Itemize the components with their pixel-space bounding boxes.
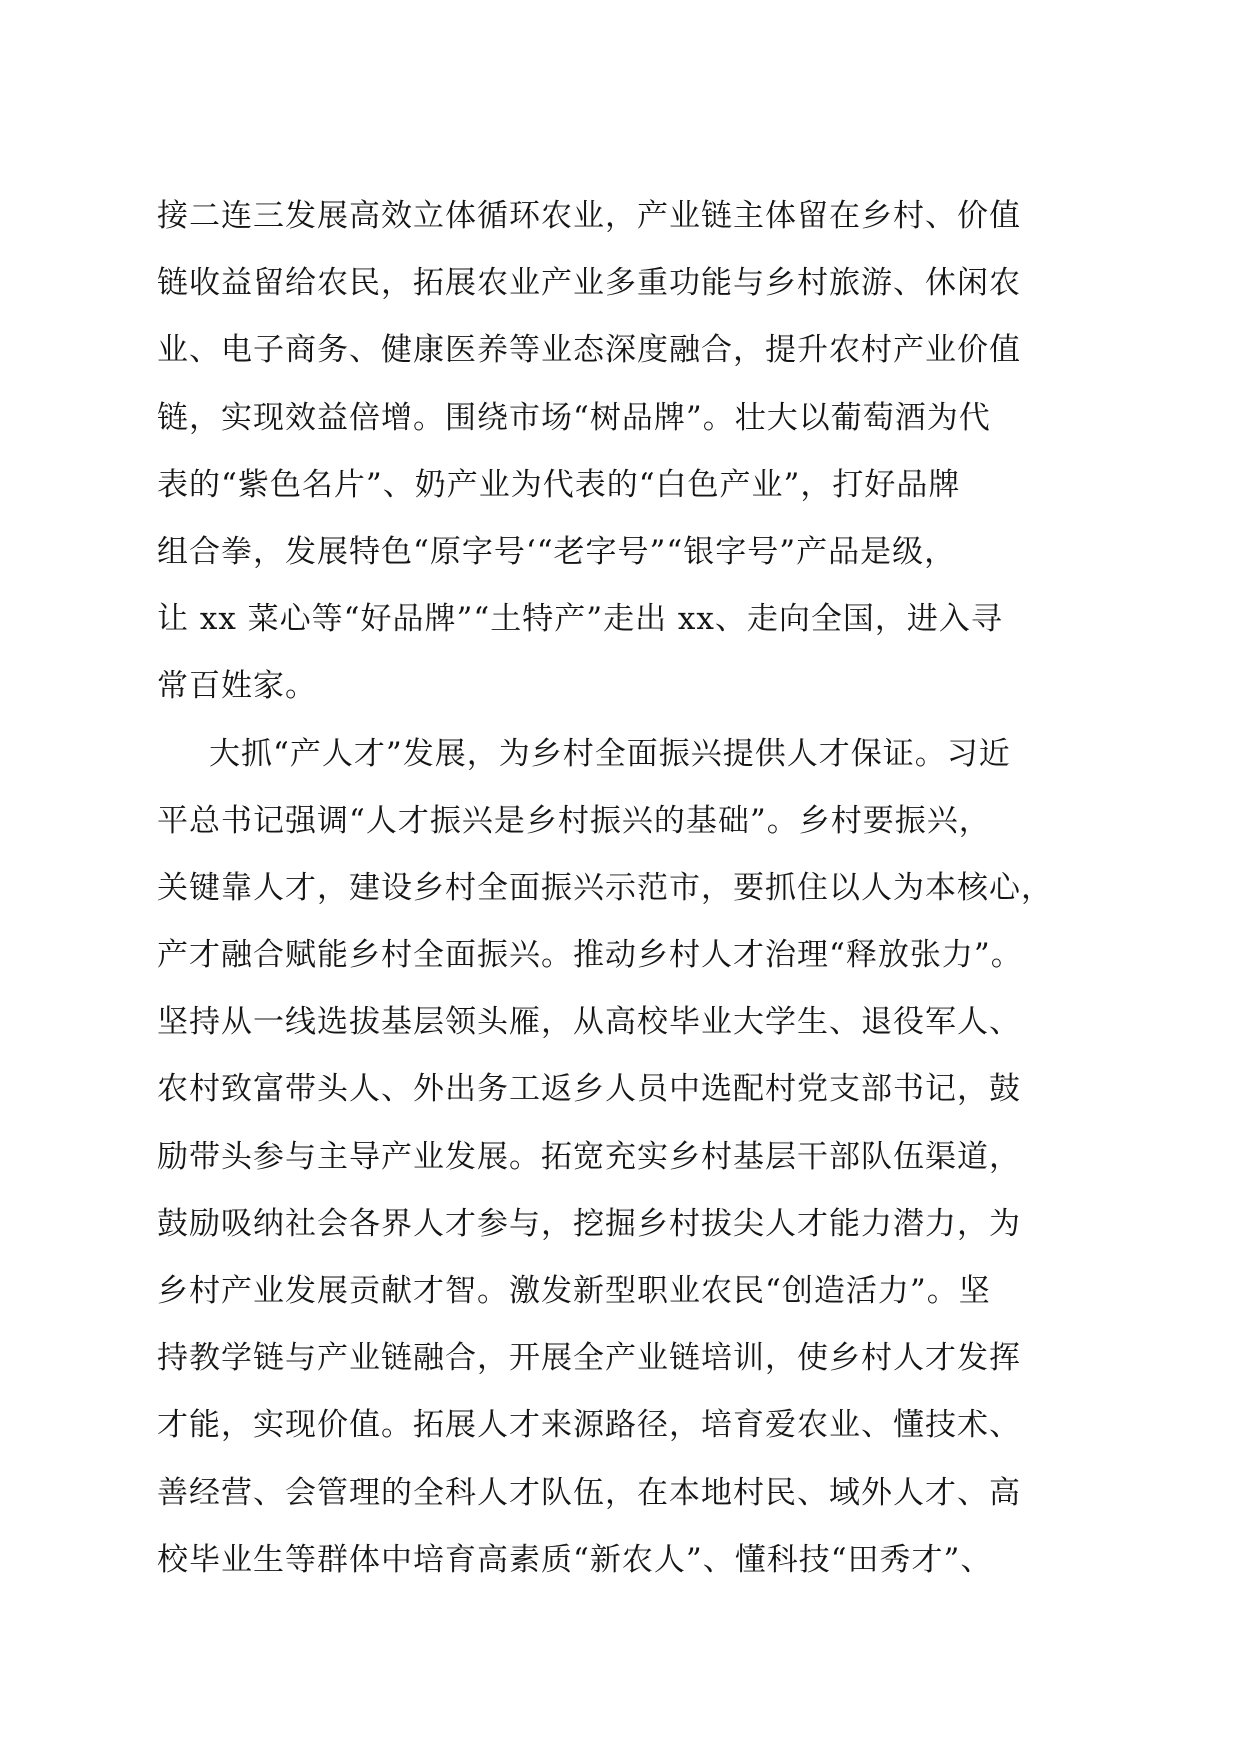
document-body xyxy=(157,183,1087,1594)
paragraph-1-line-4: 链，实现效益倍增。围绕市场“树品牌”。壮大以葡萄酒为代 xyxy=(157,399,991,436)
paragraph-2-line-5: 坚持从一线选拔基层领头雁，从高校毕业大学生、退役军人、 xyxy=(157,1004,1021,1041)
paragraph-2-line-11: 才能，实现价值。拓展人才来源路径，培育爱农业、懂技术、 xyxy=(157,1407,1021,1444)
paragraph-2-line-9: 乡村产业发展贡献才智。激发新型职业农民“创造活力”。坚 xyxy=(157,1273,991,1309)
paragraph-2-line-2: 平总书记强调“人才振兴是乡村振兴的基础”。乡村要振兴， xyxy=(157,802,991,839)
paragraph-2-line-8: 鼓励吸纳社会各界人才参与，挖掘乡村拔尖人才能力潜力，为 xyxy=(157,1205,1021,1242)
paragraph-2-line-1: 大抓“产人才”发展，为乡村全面振兴提供人才保证。习近 xyxy=(209,735,1011,772)
paragraph-1-line-8: 常百姓家。 xyxy=(157,668,317,705)
paragraph-2-line-7: 励带头参与主导产业发展。拓宽充实乡村基层干部队伍渠道， xyxy=(157,1138,1021,1175)
paragraph-2-line-12: 善经营、会管理的全科人才队伍，在本地村民、域外人才、高 xyxy=(157,1474,1021,1511)
paragraph-1-line-2: 链收益留给农民，拓展农业产业多重功能与乡村旅游、休闲农 xyxy=(157,265,1021,302)
paragraph-2-line-3: 关键靠人才，建设乡村全面振兴示范市，要抓住以人为本核心， xyxy=(157,869,1053,906)
paragraph-1-line-7: 让 xx 菜心等“好品牌”“土特产”走出 xx、走向全国，进入寻 xyxy=(157,601,1003,638)
paragraph-1-line-6: 组合拳，发展特色“原字号‘“老字号”“银字号”产品是级， xyxy=(157,533,957,570)
paragraph-2-line-4: 产才融合赋能乡村全面振兴。推动乡村人才治理“释放张力”。 xyxy=(157,937,1023,974)
paragraph-1-line-1: 接二连三发展高效立体循环农业，产业链主体留在乡村、价值 xyxy=(157,198,1021,234)
paragraph-2-line-10: 持教学链与产业链融合，开展全产业链培训，使乡村人才发挥 xyxy=(157,1340,1021,1377)
paragraph-1-line-5: 表的“紫色名片”、奶产业为代表的“白色产业”，打好品牌 xyxy=(157,466,961,503)
paragraph-1-line-3: 业、电子商务、健康医养等业态深度融合，提升农村产业价值 xyxy=(157,332,1021,369)
paragraph-2-line-13: 校毕业生等群体中培育高素质“新农人”、懂科技“田秀才”、 xyxy=(157,1541,993,1578)
paragraph-2-line-6: 农村致富带头人、外出务工返乡人员中选配村党支部书记，鼓 xyxy=(157,1071,1021,1108)
